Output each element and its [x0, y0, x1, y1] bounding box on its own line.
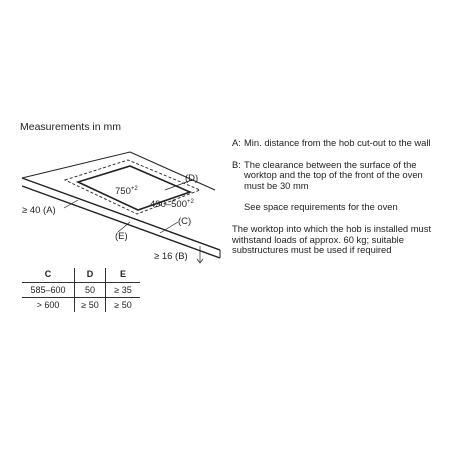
cell: 50: [75, 283, 106, 298]
note-a-text: Min. distance from the hob cut-out to the wall: [244, 137, 431, 148]
table-row: [22, 298, 140, 313]
notes-panel: [232, 138, 442, 267]
table-row: [22, 283, 140, 298]
table-header-row: [22, 268, 140, 283]
label-b: ≥ 16 (B): [154, 251, 188, 262]
label-a: ≥ 40 (A): [22, 205, 56, 216]
cell: > 600: [22, 298, 75, 313]
header-d: D: [75, 268, 106, 283]
label-d: (D): [185, 173, 199, 184]
cell: ≥ 50: [106, 298, 141, 313]
header-c: C: [44, 269, 52, 279]
cell: 585–600: [22, 283, 75, 298]
note-a: [232, 138, 442, 149]
cell: ≥ 35: [106, 283, 141, 298]
label-depth: $490-500^{+2}$: [150, 199, 194, 210]
cell: ≥ 50: [75, 298, 106, 313]
note-b-text: The clearance between the surface of the worktop and the top of the front of the oven must be 30 mm: [244, 158, 423, 191]
label-width: $750^{+2}$: [115, 186, 138, 197]
wall-line: [170, 232, 220, 250]
note-space-requirements: See space requirements for the oven: [244, 201, 398, 213]
page-title: Measurements in mm: [20, 121, 121, 133]
note-b-letter: B:: [232, 158, 241, 170]
header-e: E: [106, 268, 141, 283]
note-b: [232, 160, 442, 192]
note-a-letter: A:: [232, 137, 241, 148]
clearance-table: [22, 268, 140, 312]
worktop-top-back-edge: [22, 152, 130, 178]
label-c: (C): [178, 216, 192, 227]
note-worktop-load: The worktop into which the hob is installed must withstand loads of approx. 60 kg; suitable substructures must be used if required: [232, 222, 432, 256]
leader-a: [64, 200, 78, 208]
label-e: (E): [115, 231, 128, 242]
